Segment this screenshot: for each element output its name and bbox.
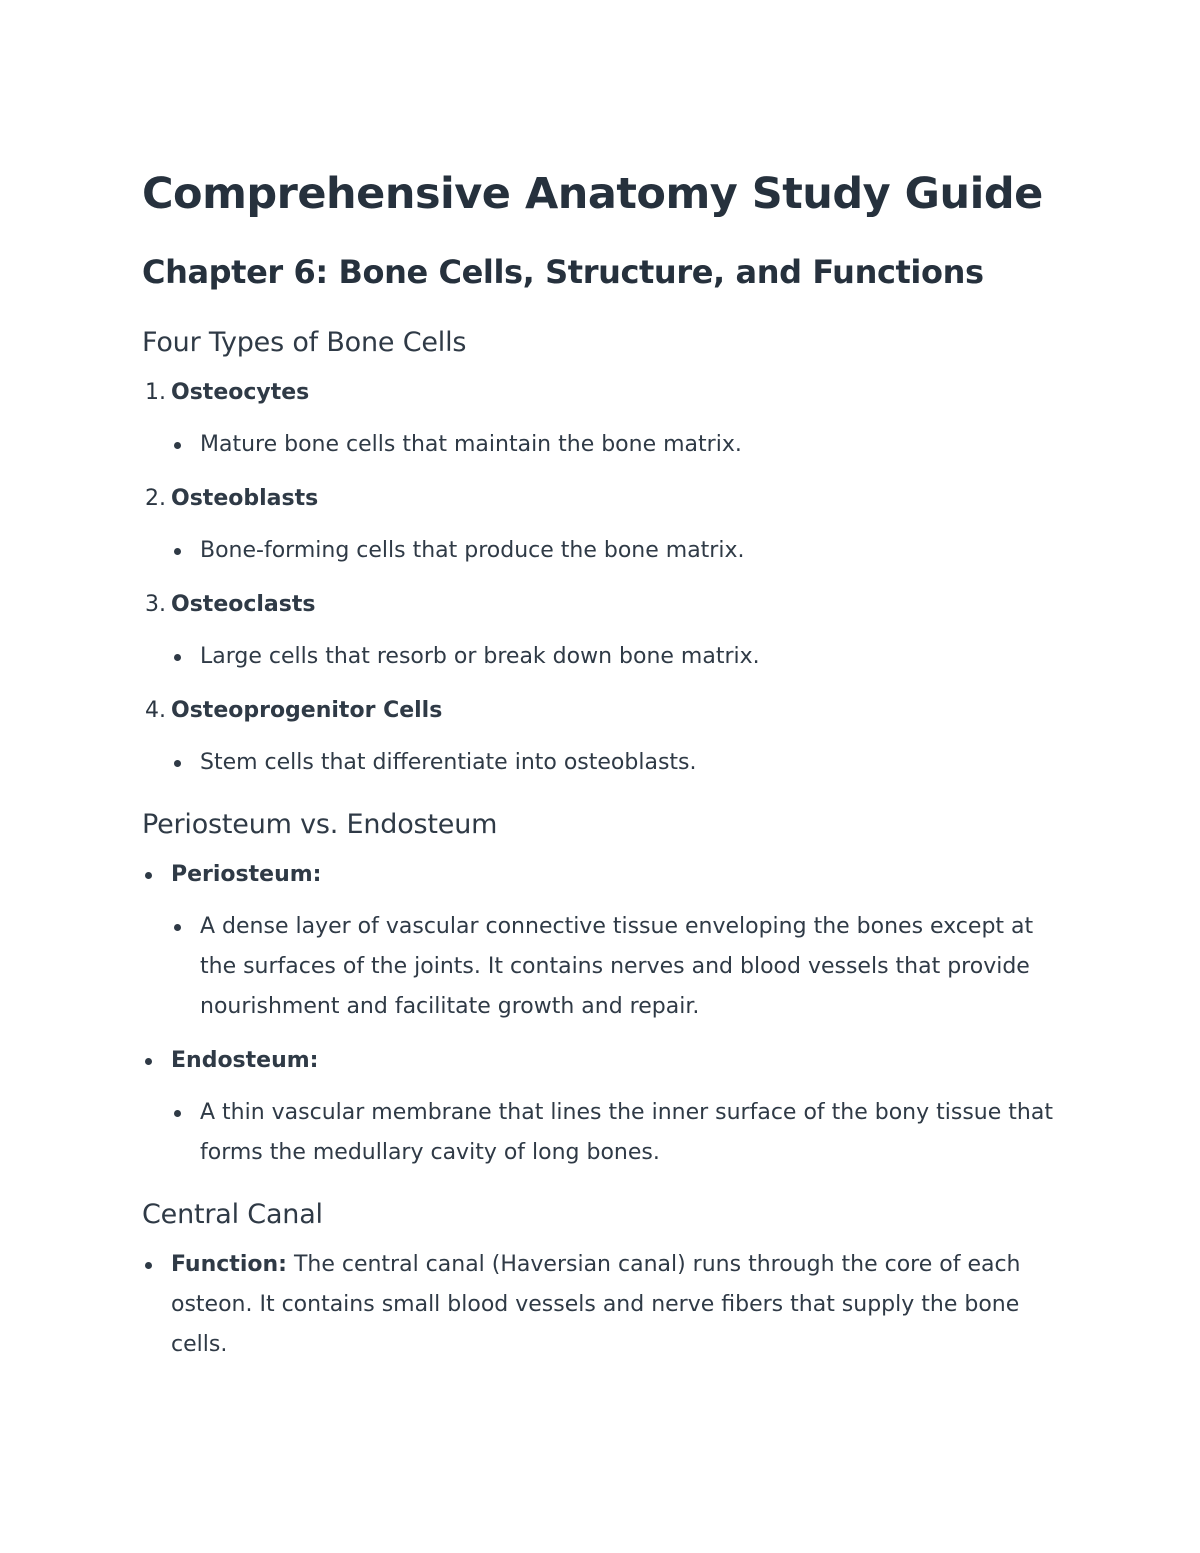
term-label: Osteoblasts (171, 486, 319, 511)
term-description: Large cells that resorb or break down bone matrix. (200, 644, 760, 669)
section-heading-periosteum: Periosteum vs. Endosteum (142, 809, 498, 840)
term-label: Function: (171, 1252, 287, 1277)
list-item (142, 691, 1072, 783)
list-number: 2. (145, 486, 166, 511)
bullet-icon (174, 442, 181, 449)
sub-list (171, 637, 1072, 677)
sub-list (171, 743, 1072, 783)
list-item (142, 1041, 1072, 1173)
document-page (142, 165, 1072, 1365)
bullet-icon (174, 654, 181, 661)
term-description: The central canal (Haversian canal) runs through the core of each osteon. It contains small blood vessels and nerve fibers that supply the bone cells. (171, 1252, 1021, 1357)
sub-list-item (171, 1093, 1072, 1173)
term-description: A thin vascular membrane that lines the inner surface of the bony tissue that forms the medullary cavity of long bones. (200, 1100, 1053, 1165)
paragraph (171, 1252, 1021, 1357)
section-heading-bone-cells: Four Types of Bone Cells (142, 327, 467, 358)
sub-list (171, 531, 1072, 571)
sub-list-item (171, 531, 1072, 571)
list-number: 4. (145, 698, 166, 723)
term-label: Osteoclasts (171, 592, 316, 617)
section-heading-central-canal: Central Canal (142, 1199, 323, 1230)
sub-list (171, 1093, 1072, 1173)
chapter-heading: Chapter 6: Bone Cells, Structure, and Functions (142, 253, 984, 291)
term-description: Mature bone cells that maintain the bone matrix. (200, 432, 742, 457)
bullet-icon (174, 760, 181, 767)
bullet-icon (145, 1058, 152, 1065)
central-canal-list (142, 1245, 1072, 1365)
sub-list-item (171, 907, 1072, 1027)
sub-list-item (171, 743, 1072, 783)
bullet-icon (174, 548, 181, 555)
term-description: A dense layer of vascular connective tissue enveloping the bones except at the surfaces of the joints. It contains nerves and blood vessels that provide nourishment and facilitate growth and repair. (200, 914, 1034, 1019)
term-label: Endosteum: (171, 1048, 319, 1073)
term-label: Osteoprogenitor Cells (171, 698, 443, 723)
term-description: Stem cells that differentiate into osteoblasts. (200, 750, 697, 775)
term-description: Bone-forming cells that produce the bone matrix. (200, 538, 745, 563)
sub-list-item (171, 637, 1072, 677)
document-title: Comprehensive Anatomy Study Guide (142, 169, 1043, 219)
bullet-icon (174, 1110, 181, 1117)
bullet-icon (145, 872, 152, 879)
list-number: 3. (145, 592, 166, 617)
term-label: Periosteum: (171, 862, 322, 887)
list-number: 1. (145, 380, 166, 405)
term-label: Osteocytes (171, 380, 310, 405)
sub-list (171, 907, 1072, 1027)
list-item (142, 373, 1072, 465)
bullet-icon (145, 1262, 152, 1269)
sub-list (171, 425, 1072, 465)
list-item (142, 855, 1072, 1027)
list-item (142, 585, 1072, 677)
list-item (142, 479, 1072, 571)
periosteum-list (142, 855, 1072, 1173)
bullet-icon (174, 924, 181, 931)
sub-list-item (171, 425, 1072, 465)
list-item (142, 1245, 1072, 1365)
bone-cells-list (142, 373, 1072, 783)
